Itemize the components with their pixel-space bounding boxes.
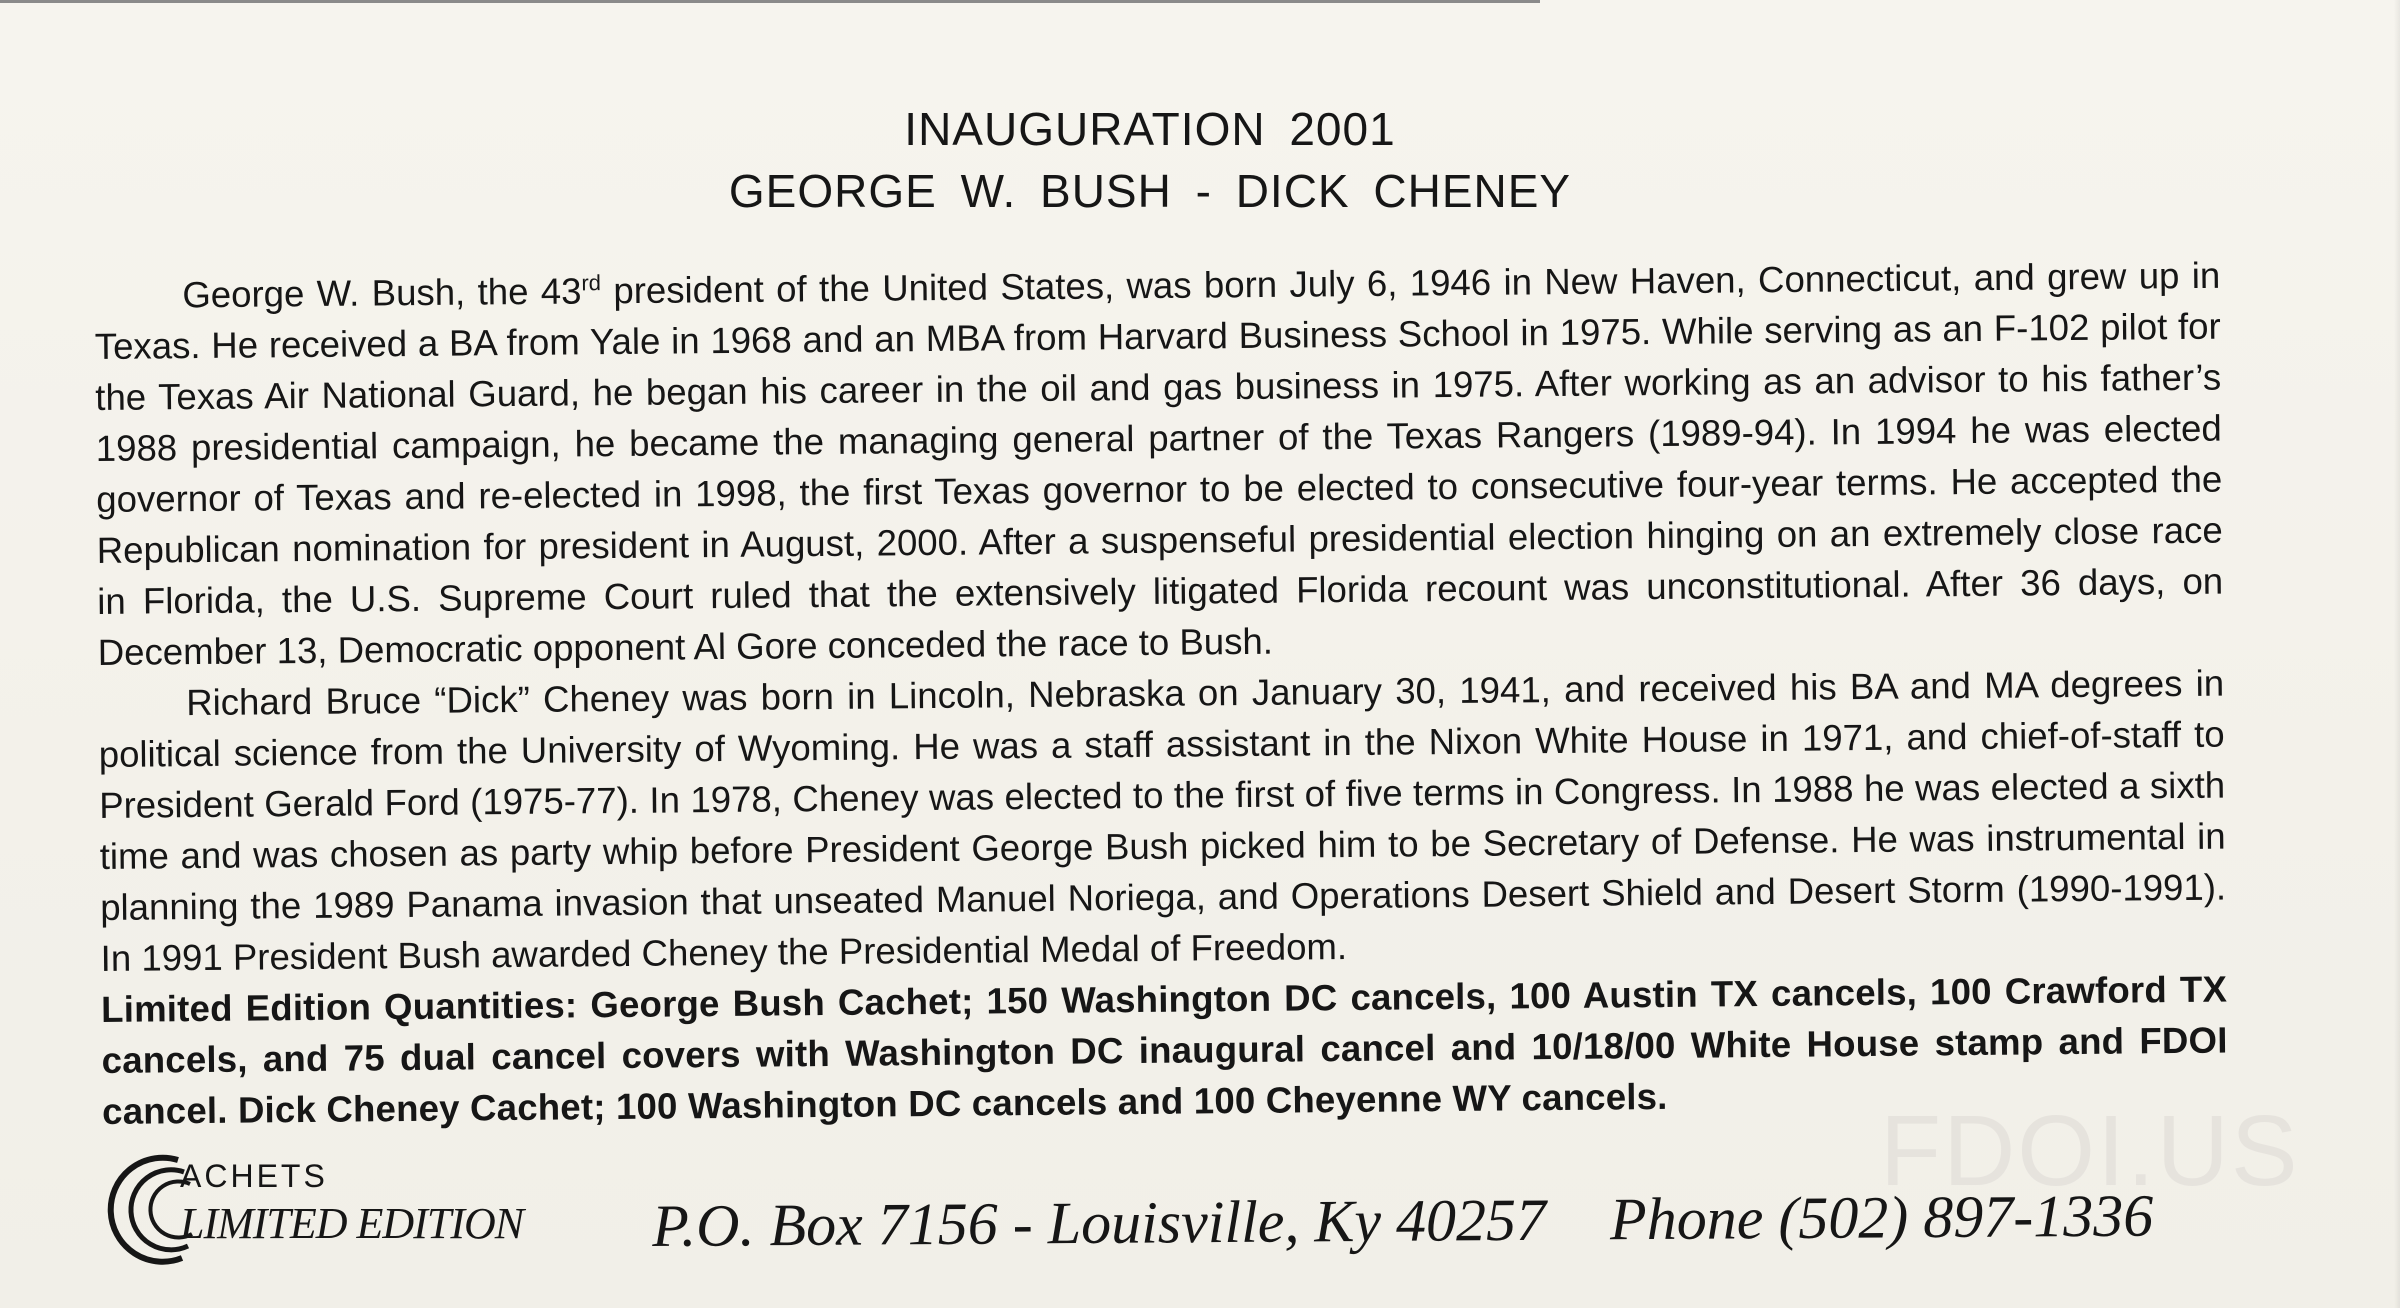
- watermark: FDOI.US: [1880, 1095, 2300, 1207]
- card-edge-shadow: [2394, 0, 2400, 1308]
- limited-edition-quantities: Limited Edition Quantities: George Bush Cachet; 150 Washington DC cancels, 100 Austin TX cancels, 100 Crawford TX cancels, and 75 dual cancel covers with Washington DC inaugural cancel and 10/18/00 White House stamp and FDOI cancel. Dick Cheney Cachet; 100 Washington DC cancels and 100 Cheyenne WY cancels.: [100, 968, 2228, 1133]
- mailing-address: P.O. Box 7156 - Louisville, Ky 40257: [652, 1186, 1547, 1259]
- bush-paragraph-text: president of the United States, was born July 6, 1946 in New Haven, Connecticut, and grew up in Texas. He received a BA from Yale in 1968 and an MBA from Harvard Business School in 1975. While serving as an F-102 pilot for the Texas Air National Guard, he began his career in the oil and gas business in 1975. After working as an advisor to his father’s 1988 presidential campaign, he became the managing general partner of the Texas Rangers (1989-94). In 1994 he was elected governor of Texas and re-elected in 1998, the first Texas governor to be elected to consecutive four-year terms. He accepted the Republican nomination for president in August, 2000. After a suspenseful presidential election hinging on an extremely close race in Florida, the U.S. Supreme Court ruled that the extensively litigated Florida recount was unconstitutional. After 36 days, on December 13, Democratic opponent Al Gore conceded the race to Bush.: [94, 254, 2224, 674]
- ordinal-superscript: rd: [581, 270, 602, 296]
- contact-line: [652, 1182, 2154, 1261]
- title-line-2: GEORGE W. BUSH - DICK CHENEY: [728, 165, 1572, 217]
- phone-number: Phone (502) 897-1336: [1609, 1182, 2154, 1253]
- cheney-paragraph: Richard Bruce “Dick” Cheney was born in Lincoln, Nebraska on January 30, 1941, and received his BA and MA degrees in political science from the University of Wyoming. He was a staff assistant in the Nixon White House in 1971, and chief-of-staff to President Gerald Ford (1975-77). In 1978, Cheney was elected to the first of five terms in Congress. In 1988 he was elected a sixth time and was chosen as party whip before President George Bush picked him to be Secretary of Defense. He was instrumental in planning the 1989 Panama invasion that unseated Manuel Noriega, and Operations Desert Shield and Desert Storm (1990-1991). In 1991 President Bush awarded Cheney the Presidential Medal of Freedom.: [98, 662, 2227, 980]
- top-rule: [0, 0, 1540, 3]
- title-block: [0, 98, 2300, 222]
- bush-paragraph: [94, 242, 2224, 679]
- logo-text-bottom: LIMITED EDITION: [180, 1199, 524, 1248]
- title-line-1: INAUGURATION 2001: [904, 103, 1396, 155]
- cachets-limited-edition-logo: [104, 1146, 624, 1276]
- bush-paragraph-intro: George W. Bush, the 43: [182, 270, 582, 316]
- logo-text-top: ACHETS: [180, 1158, 328, 1194]
- body-text: [94, 242, 2228, 1138]
